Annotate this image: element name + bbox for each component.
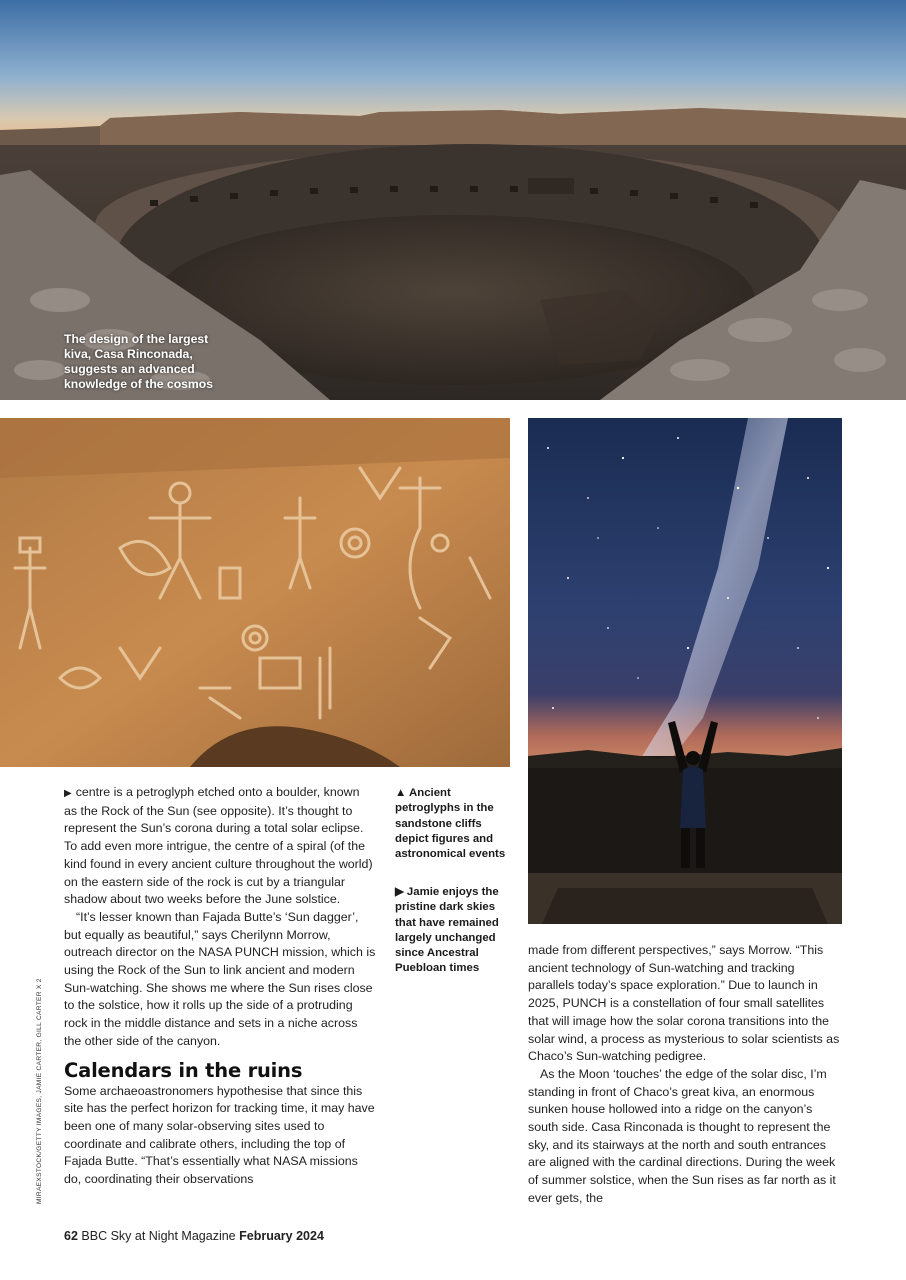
article-paragraph: As the Moon ‘touches’ the edge of the solar disc, I’m standing in front of Chaco’s great kiva, an enormous sunken house hollowed into a ridge on the canyon’s south side. Casa Rinconada is thought to represent the sky, and its stairways at the north and south entrances are aligned with the cardinal directions. During the week of summer solstice, when the Sun rises as far north as it ever gets, the [528,1066,836,1205]
jamie-caption: ▶ Jamie enjoys the pristine dark skies that have remained largely unchanged since Ancestral Puebloan times [395,886,499,975]
petroglyph-rock-photo [0,418,510,767]
continued-arrow-icon: ▶ [64,788,72,799]
article-column-left [64,784,376,1189]
milky-way-person-photo [528,418,842,924]
page-footer [64,1229,324,1243]
issue-date: February 2024 [239,1229,324,1243]
article-column-right [528,942,844,1208]
magazine-name: BBC Sky at Night Magazine [81,1229,236,1243]
photo-credits: MIRAEXSTOCK/GETTY IMAGES, JAMIE CARTER, GILL CARTER X 2 [36,978,43,1204]
article-paragraph: made from different perspectives,” says Morrow. “This ancient technology of Sun-watching and tracking parallels today’s space exploration.” Due to launch in 2025, PUNCH is a constellation of four small satellites that will image how the solar corona transitions into the solar wind, a process as mysterious to solar scientists as Chaco’s Sun-watching pedigree. [528,943,840,1064]
article-paragraph: Some archaeoastronomers hypothesise that since this site has the perfect horizon for tracking time, it may have been one of many solar-observing sites used to coordinate and calibrate others, including the top of Fajada Butte. “That’s essentially what NASA missions do, coordinating their observations [64,1083,375,1187]
article-paragraph: “It’s lesser known than Fajada Butte’s ‘Sun dagger’, but equally as beautiful,” says Cherilynn Morrow, outreach director on the NASA PUNCH mission, which is using the Rock of the Sun to link ancient and modern Sun-watching. She shows me where the Sun rises close to the solstice, how it rolls up the side of a protruding rock in the middle distance and sets in a niche across the other side of the canyon. [64,909,376,1048]
page-number: 62 [64,1229,78,1243]
petroglyph-caption: ▲ Ancient petroglyphs in the sandstone cliffs depict figures and astronomical events [395,787,506,861]
section-subheading: Calendars in the ruins [64,1058,303,1082]
article-paragraph: ▶ centre is a petroglyph etched onto a boulder, known as the Rock of the Sun (see opposite). It’s thought to represent the Sun’s corona during a total solar eclipse. To add even more intrigue, the centre of a spiral (of the kind found in every ancient culture throughout the world) on the eastern side of the rock is cut by a triangular shadow about two weeks before the June solstice. [64,785,373,907]
kiva-photo-caption: The design of the largest kiva, Casa Rinconada, suggests an advanced knowledge of the cosmos [64,332,213,391]
